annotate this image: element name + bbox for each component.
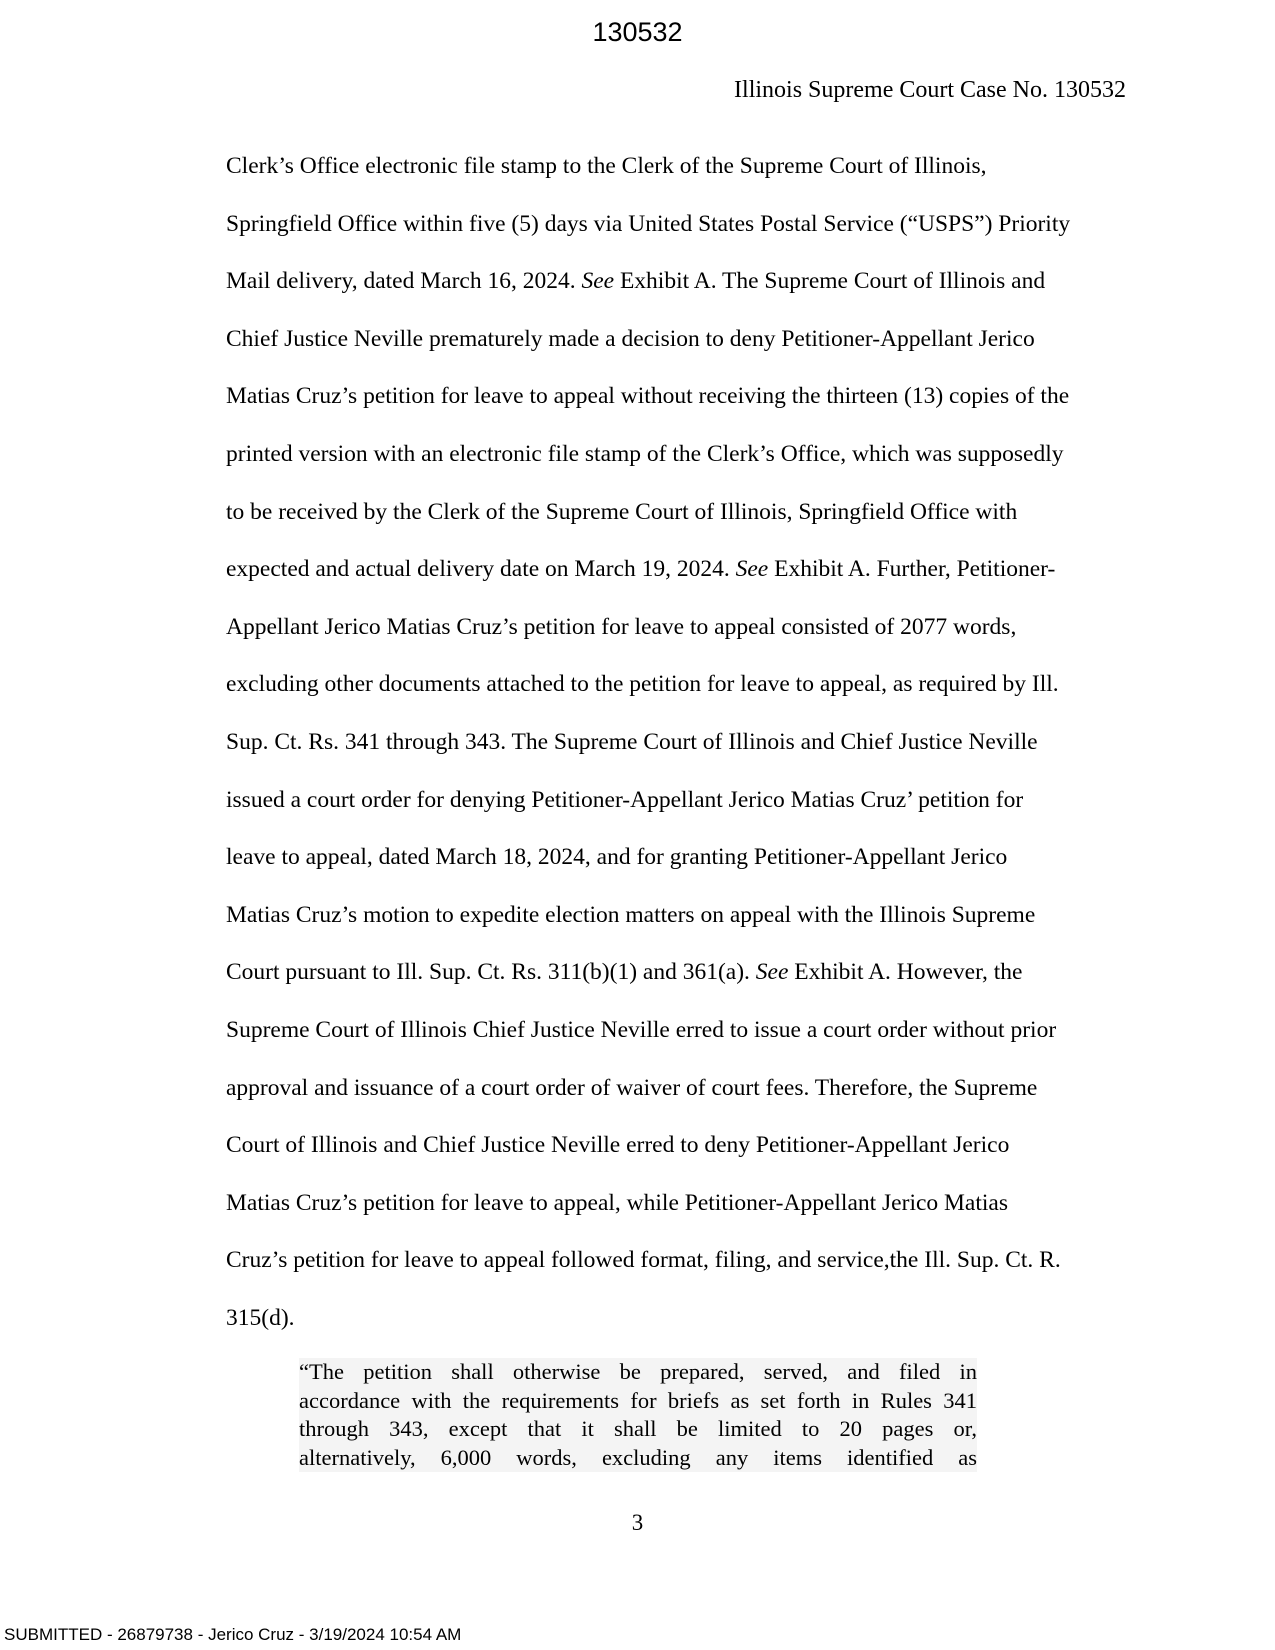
body-line: [226, 376, 1126, 434]
body-line: [226, 664, 1126, 722]
block-quote: [299, 1358, 977, 1472]
body-text-segment: printed version with an electronic file stamp of the Clerk’s Office, which was supposedly: [226, 440, 1064, 467]
body-text-segment: Appellant Jerico Matias Cruz’s petition for leave to appeal consisted of 2077 words,: [226, 613, 1017, 640]
case-number-header: Illinois Supreme Court Case No. 130532: [734, 77, 1126, 103]
body-line: [226, 549, 1126, 607]
filing-number: 130532: [592, 17, 683, 47]
body-text-segment: 315(d).: [226, 1304, 295, 1331]
body-line: [226, 492, 1126, 550]
body-line: [226, 146, 1126, 204]
body-text-segment: Sup. Ct. Rs. 341 through 343. The Supreme Court of Illinois and Chief Justice Neville: [226, 728, 1038, 755]
body-line: [226, 1125, 1126, 1183]
body-text-segment: Springfield Office within five (5) days via United States Postal Service (“USPS”) Priority: [226, 210, 1071, 237]
body-text-segment: Chief Justice Neville prematurely made a decision to deny Petitioner-Appellant Jerico: [226, 325, 1035, 352]
body-text-segment: Supreme Court of Illinois Chief Justice Neville erred to issue a court order without prior: [226, 1016, 1057, 1043]
body-text-segment: expected and actual delivery date on March 19, 2024.: [226, 556, 736, 583]
body-text-segment: excluding other documents attached to the petition for leave to appeal, as required by Ill.: [226, 671, 1059, 698]
body-line: [226, 837, 1126, 895]
italic-citation-signal: See: [755, 959, 789, 986]
body-text-segment: leave to appeal, dated March 18, 2024, and for granting Petitioner-Appellant Jerico: [226, 844, 1008, 871]
body-line: [226, 1240, 1126, 1298]
quote-line: through 343, except that it shall be limited to 20 pages or,: [299, 1416, 977, 1441]
quote-line: alternatively, 6,000 words, excluding any items identified as: [299, 1444, 977, 1470]
quote-line: “The petition shall otherwise be prepared, served, and filed in: [299, 1359, 977, 1384]
body-text-segment: issued a court order for denying Petitioner-Appellant Jerico Matias Cruz’ petition for: [226, 786, 1024, 813]
body-line: [226, 261, 1126, 319]
body-text-segment: Cruz’s petition for leave to appeal followed format, filing, and service,the Ill. Sup. Ct. R.: [226, 1247, 1061, 1274]
body-line: [226, 204, 1126, 262]
body-line: [226, 1298, 1126, 1356]
body-line: [226, 319, 1126, 377]
body-text-segment: Mail delivery, dated March 16, 2024.: [226, 268, 582, 295]
body-paragraph: [226, 146, 1126, 1355]
body-text-segment: to be received by the Clerk of the Supreme Court of Illinois, Springfield Office with: [226, 498, 1018, 525]
body-text-segment: Court of Illinois and Chief Justice Neville erred to deny Petitioner-Appellant Jerico: [226, 1132, 1010, 1159]
body-text-segment: Matias Cruz’s motion to expedite election matters on appeal with the Illinois Supreme: [226, 901, 1036, 928]
body-line: [226, 1068, 1126, 1126]
body-line: [226, 895, 1126, 953]
body-text-segment: Clerk’s Office electronic file stamp to the Clerk of the Supreme Court of Illinois,: [226, 153, 987, 179]
submission-stamp: SUBMITTED - 26879738 - Jerico Cruz - 3/19/2024 10:54 AM: [4, 1625, 462, 1644]
body-line: [226, 952, 1126, 1010]
body-line: [226, 722, 1126, 780]
body-text-segment: Matias Cruz’s petition for leave to appeal without receiving the thirteen (13) copies of the: [226, 383, 1070, 410]
italic-citation-signal: See: [735, 556, 769, 583]
quote-line: accordance with the requirements for briefs as set forth in Rules 341: [299, 1387, 977, 1413]
italic-citation-signal: See: [581, 268, 615, 295]
body-text-segment: Matias Cruz’s petition for leave to appeal, while Petitioner-Appellant Jerico Matias: [226, 1189, 1008, 1216]
body-line: [226, 780, 1126, 838]
body-text-segment: approval and issuance of a court order of waiver of court fees. Therefore, the Supreme: [226, 1074, 1038, 1101]
body-text-segment: Exhibit A. However, the: [788, 959, 1023, 986]
body-text-segment: Court pursuant to Ill. Sup. Ct. Rs. 311(b)(1) and 361(a).: [226, 959, 756, 986]
body-text-segment: Exhibit A. The Supreme Court of Illinois and: [614, 268, 1046, 295]
page-number: 3: [631, 1510, 644, 1535]
body-text-segment: Exhibit A. Further, Petitioner-: [768, 556, 1056, 583]
body-line: [226, 607, 1126, 665]
body-line: [226, 434, 1126, 492]
body-line: [226, 1010, 1126, 1068]
body-line: [226, 1183, 1126, 1241]
